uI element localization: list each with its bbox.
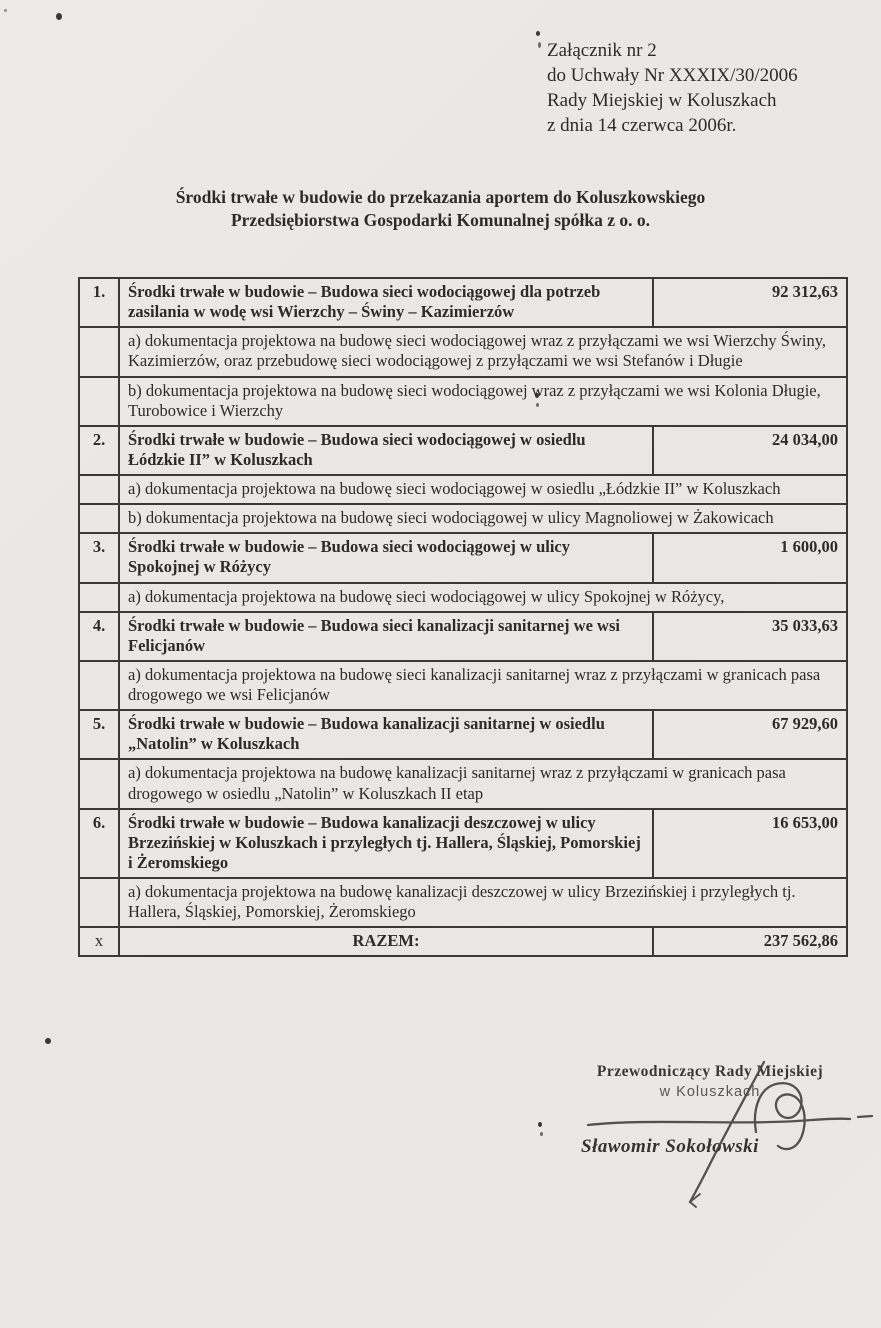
row-number-empty	[79, 583, 119, 612]
total-row-label: RAZEM:	[119, 927, 653, 956]
table-row	[79, 809, 847, 878]
row-number-empty	[79, 504, 119, 533]
total-row	[79, 927, 847, 956]
row-number-empty	[79, 661, 119, 710]
row-number: 5.	[79, 710, 119, 759]
signature-block	[560, 1063, 860, 1100]
document-title-text: Środki trwałe w budowie do przekazania aportem do Koluszkowskiego Przedsiębiorstwa Gospodarki Komunalnej spółka z o. o.	[175, 187, 706, 230]
row-title: Środki trwałe w budowie – Budowa sieci kanalizacji sanitarnej we wsi Felicjanów	[119, 612, 653, 661]
row-number: 4.	[79, 612, 119, 661]
table-row	[79, 612, 847, 661]
row-title: Środki trwałe w budowie – Budowa kanalizacji deszczowej w ulicy Brzezińskiej w Koluszkach i przyległych tj. Hallera, Śląskiej, Pomorskiej i Żeromskiego	[119, 809, 653, 878]
table-body	[79, 278, 847, 927]
row-title: Środki trwałe w budowie – Budowa sieci wodociągowej dla potrzeb zasilania w wodę wsi Wierzchy – Świny – Kazimierzów	[119, 278, 653, 327]
table-detail-row	[79, 377, 847, 426]
table-detail-row	[79, 759, 847, 808]
scan-speck	[45, 1038, 51, 1044]
row-value: 92 312,63	[653, 278, 847, 327]
row-number-empty	[79, 759, 119, 808]
attachment-line: z dnia 14 czerwca 2006r.	[547, 115, 737, 136]
attachment-line: Rady Miejskiej w Koluszkach	[547, 90, 777, 111]
scan-speck	[538, 1122, 542, 1127]
total-row-marker: x	[79, 927, 119, 956]
attachment-header	[547, 38, 798, 138]
table-detail-row	[79, 327, 847, 376]
row-detail-text: b) dokumentacja projektowa na budowę sieci wodociągowej wraz z przyłączami we wsi Kolonia Długie, Turobowice i Wierzchy	[119, 377, 847, 426]
row-detail-text: a) dokumentacja projektowa na budowę sieci wodociągowej wraz z przyłączami we wsi Wierzchy Świny, Kazimierzów, oraz przebudowę sieci wodociągowej z przyłączami we wsi Stefanów i Długie	[119, 327, 847, 376]
table-detail-row	[79, 583, 847, 612]
signature-role-line2: w Koluszkach	[659, 1084, 761, 1100]
row-detail-text: a) dokumentacja projektowa na budowę kanalizacji sanitarnej wraz z przyłączami w granicach pasa drogowego w osiedlu „Natolin” w Koluszkach II etap	[119, 759, 847, 808]
signature-role-line1: Przewodniczący Rady Miejskiej	[596, 1063, 824, 1080]
row-value: 35 033,63	[653, 612, 847, 661]
scan-speck	[4, 9, 7, 12]
row-number-empty	[79, 475, 119, 504]
assets-table	[78, 277, 848, 957]
row-title: Środki trwałe w budowie – Budowa kanalizacji sanitarnej w osiedlu „Natolin” w Koluszkach	[119, 710, 653, 759]
row-title: Środki trwałe w budowie – Budowa sieci wodociągowej w osiedlu Łódzkie II” w Koluszkach	[119, 426, 653, 475]
table-detail-row	[79, 661, 847, 710]
row-number-empty	[79, 878, 119, 927]
row-title: Środki trwałe w budowie – Budowa sieci wodociągowej w ulicy Spokojnej w Różycy	[119, 533, 653, 582]
row-number-empty	[79, 327, 119, 376]
row-number: 3.	[79, 533, 119, 582]
row-detail-text: a) dokumentacja projektowa na budowę sieci wodociągowej w ulicy Spokojnej w Różycy,	[119, 583, 847, 612]
row-value: 67 929,60	[653, 710, 847, 759]
signature-name-stamp: Sławomir Sokołowski	[581, 1136, 759, 1157]
document-title	[0, 186, 881, 232]
table-row	[79, 426, 847, 475]
row-detail-text: b) dokumentacja projektowa na budowę sieci wodociągowej w ulicy Magnoliowej w Żakowicach	[119, 504, 847, 533]
row-value: 24 034,00	[653, 426, 847, 475]
row-detail-text: a) dokumentacja projektowa na budowę sieci kanalizacji sanitarnej wraz z przyłączami w granicach pasa drogowego we wsi Felicjanów	[119, 661, 847, 710]
table-detail-row	[79, 475, 847, 504]
scan-speck	[536, 31, 540, 36]
table-detail-row	[79, 878, 847, 927]
row-value: 16 653,00	[653, 809, 847, 878]
table-row	[79, 710, 847, 759]
scan-speck	[56, 13, 62, 20]
row-number: 6.	[79, 809, 119, 878]
row-detail-text: a) dokumentacja projektowa na budowę kanalizacji deszczowej w ulicy Brzezińskiej i przyległych tj. Hallera, Śląskiej, Pomorskiej, Żeromskiego	[119, 878, 847, 927]
table-detail-row	[79, 504, 847, 533]
row-detail-text: a) dokumentacja projektowa na budowę sieci wodociągowej w osiedlu „Łódzkie II” w Koluszkach	[119, 475, 847, 504]
row-number: 2.	[79, 426, 119, 475]
attachment-line: do Uchwały Nr XXXIX/30/2006	[547, 65, 798, 86]
total-row-value: 237 562,86	[653, 927, 847, 956]
row-number-empty	[79, 377, 119, 426]
scan-speck	[538, 42, 541, 48]
row-number: 1.	[79, 278, 119, 327]
attachment-line: Załącznik nr 2	[547, 40, 657, 61]
table-row	[79, 278, 847, 327]
table-row	[79, 533, 847, 582]
row-value: 1 600,00	[653, 533, 847, 582]
